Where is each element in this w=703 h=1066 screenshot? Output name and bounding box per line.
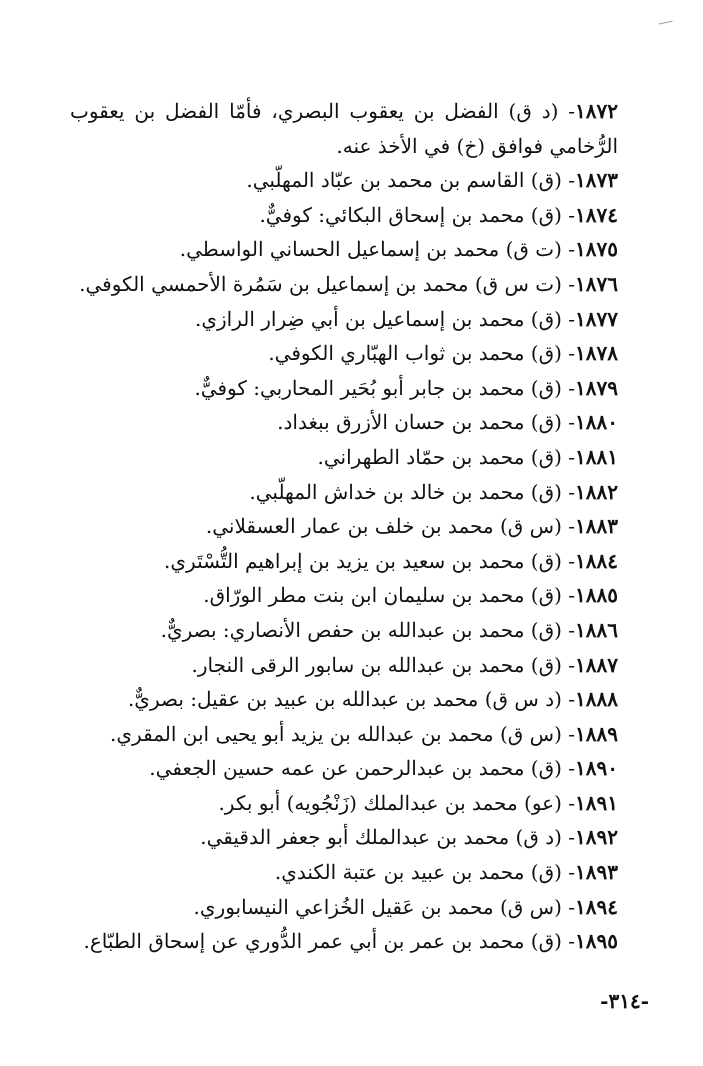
entry-text: (س ق) محمد بن عَقيل الخُزاعي النيسابوري.	[193, 894, 562, 919]
entry-text: (ت س ق) محمد بن إسماعيل بن سَمُرة الأحمسي الكوفي.	[79, 271, 562, 296]
entry-number: ١٨٨٥	[575, 583, 618, 608]
entry-text: (س ق) محمد بن عبدالله بن يزيد أبو يحيى ابن المقري.	[110, 721, 562, 746]
entry-text: (ق) محمد بن حمّاد الطهراني.	[317, 444, 562, 469]
entry-number: ١٨٨٨	[575, 687, 618, 712]
entry-text: (ت ق) محمد بن إسماعيل الحساني الواسطي.	[179, 237, 562, 262]
entry-1884: ١٨٨٤- (ق) محمد بن سعيد بن يزيد بن إبراهيم التُّسْتَري.	[164, 548, 618, 573]
entry-number: ١٨٧٨	[575, 341, 618, 366]
entry-text: (عو) محمد بن عبدالملك (زَنْجُويه) أبو بكر.	[218, 790, 562, 815]
entry-text: (ق) محمد بن عبيد بن عتبة الكندي.	[274, 860, 562, 885]
entry-1876: ١٨٧٦- (ت س ق) محمد بن إسماعيل بن سَمُرة الأحمسي الكوفي.	[79, 271, 618, 296]
entry-text: (ق) محمد بن جابر أبو بُحَير المحاربي: كوفيٌّ.	[194, 375, 562, 400]
entry-1875: ١٨٧٥- (ت ق) محمد بن إسماعيل الحساني الواسطي.	[179, 237, 618, 262]
entry-text: (ق) محمد بن خالد بن خداش المهلّبي.	[249, 479, 562, 504]
entry-number: ١٨٨١	[575, 444, 618, 469]
entry-1890: ١٨٩٠- (ق) محمد بن عبدالرحمن عن عمه حسين الجعفي.	[149, 756, 618, 781]
entry-text: (ق) محمد بن عمر بن أبي عمر الدُّوري عن إسحاق الطبّاع.	[83, 929, 562, 954]
entry-1886: ١٨٨٦- (ق) محمد بن عبدالله بن حفص الأنصاري: بصريٌّ.	[160, 617, 618, 642]
entry-number: ١٨٨٠	[575, 410, 618, 435]
entry-1891: ١٨٩١- (عو) محمد بن عبدالملك (زَنْجُويه) أبو بكر.	[218, 790, 618, 815]
entry-number: ١٨٨٤	[575, 548, 618, 573]
entry-number: ١٨٨٩	[575, 721, 618, 746]
entry-text: (د ق) محمد بن عبدالملك أبو جعفر الدقيقي.	[200, 825, 562, 850]
entry-text: (د س ق) محمد بن عبدالله بن عبيد بن عقيل: بصريٌّ.	[127, 687, 562, 712]
entry-1877: ١٨٧٧- (ق) محمد بن إسماعيل بن أبي ضِرار الرازي.	[194, 306, 618, 331]
entry-text: (ق) محمد بن عبدالله بن سابور الرقى النجار.	[191, 652, 562, 677]
entry-1883: ١٨٨٣- (س ق) محمد بن خلف بن عمار العسقلاني.	[205, 514, 618, 539]
entry-1882: ١٨٨٢- (ق) محمد بن خالد بن خداش المهلّبي.	[249, 479, 618, 504]
entry-number: ١٨٩١	[575, 790, 618, 815]
entry-1874: ١٨٧٤- (ق) محمد بن إسحاق البكائي: كوفيٌّ.	[259, 202, 618, 227]
entry-number: ١٨٩٥	[575, 929, 618, 954]
entry-number: ١٨٨٣	[575, 514, 618, 539]
scan-mark	[659, 21, 674, 28]
entry-text: (ق) القاسم بن محمد بن عبّاد المهلّبي.	[246, 168, 562, 193]
entry-list	[70, 94, 618, 959]
entry-1894: ١٨٩٤- (س ق) محمد بن عَقيل الخُزاعي النيسابوري.	[193, 894, 618, 919]
entry-number: ١٨٨٢	[575, 479, 618, 504]
entry-number: ١٨٧٢	[575, 99, 618, 123]
entry-1873: ١٨٧٣- (ق) القاسم بن محمد بن عبّاد المهلّبي.	[246, 168, 618, 193]
entry-1872: ١٨٧٢- (د ق) الفضل بن يعقوب البصري، فأمّا الفضل بن يعقوب الرُّخامي فوافق (خ) في الأخذ عنه.	[70, 99, 618, 158]
entry-text: (ق) محمد بن عبدالرحمن عن عمه حسين الجعفي.	[149, 756, 562, 781]
entry-text: (ق) محمد بن عبدالله بن حفص الأنصاري: بصريٌّ.	[160, 617, 562, 642]
entry-1879: ١٨٧٩- (ق) محمد بن جابر أبو بُحَير المحاربي: كوفيٌّ.	[194, 375, 618, 400]
entry-1880: ١٨٨٠- (ق) محمد بن حسان الأزرق ببغداد.	[277, 410, 618, 435]
entry-1893: ١٨٩٣- (ق) محمد بن عبيد بن عتبة الكندي.	[274, 860, 618, 885]
entry-number: ١٨٩٣	[575, 860, 618, 885]
entry-text: (ق) محمد بن إسحاق البكائي: كوفيٌّ.	[259, 202, 562, 227]
entry-1895: ١٨٩٥- (ق) محمد بن عمر بن أبي عمر الدُّوري عن إسحاق الطبّاع.	[83, 929, 618, 954]
entry-text: (ق) محمد بن حسان الأزرق ببغداد.	[277, 410, 562, 435]
entry-number: ١٨٩٤	[575, 894, 618, 919]
entry-number: ١٨٧٣	[575, 168, 618, 193]
entry-number: ١٨٧٧	[575, 306, 618, 331]
entry-number: ١٨٨٦	[575, 617, 618, 642]
entry-number: ١٨٩٠	[575, 756, 618, 781]
entry-number: ١٨٩٢	[575, 825, 618, 850]
entry-1878: ١٨٧٨- (ق) محمد بن ثواب الهبّاري الكوفي.	[268, 341, 618, 366]
entry-text: (ق) محمد بن ثواب الهبّاري الكوفي.	[268, 341, 562, 366]
entry-text: (د ق) الفضل بن يعقوب البصري، فأمّا الفضل بن يعقوب الرُّخامي فوافق (خ) في الأخذ عنه.	[70, 99, 618, 158]
entry-text: (ق) محمد بن سعيد بن يزيد بن إبراهيم التُّسْتَري.	[164, 548, 562, 573]
entry-text: (س ق) محمد بن خلف بن عمار العسقلاني.	[205, 514, 562, 539]
entry-number: ١٨٧٩	[575, 375, 618, 400]
entry-1889: ١٨٨٩- (س ق) محمد بن عبدالله بن يزيد أبو يحيى ابن المقري.	[110, 721, 618, 746]
entry-number: ١٨٧٦	[575, 271, 618, 296]
entry-1887: ١٨٨٧- (ق) محمد بن عبدالله بن سابور الرقى النجار.	[191, 652, 618, 677]
entry-1885: ١٨٨٥- (ق) محمد بن سليمان ابن بنت مطر الورّاق.	[203, 583, 618, 608]
entry-number: ١٨٨٧	[575, 652, 618, 677]
entry-text: (ق) محمد بن سليمان ابن بنت مطر الورّاق.	[203, 583, 562, 608]
entry-text: (ق) محمد بن إسماعيل بن أبي ضِرار الرازي.	[194, 306, 562, 331]
entry-1892: ١٨٩٢- (د ق) محمد بن عبدالملك أبو جعفر الدقيقي.	[200, 825, 618, 850]
entry-1888: ١٨٨٨- (د س ق) محمد بن عبدالله بن عبيد بن عقيل: بصريٌّ.	[127, 687, 618, 712]
entry-1881: ١٨٨١- (ق) محمد بن حمّاد الطهراني.	[317, 444, 618, 469]
entry-number: ١٨٧٥	[575, 237, 618, 262]
page-number: -٣١٤-	[600, 989, 649, 1013]
entry-number: ١٨٧٤	[575, 202, 618, 227]
